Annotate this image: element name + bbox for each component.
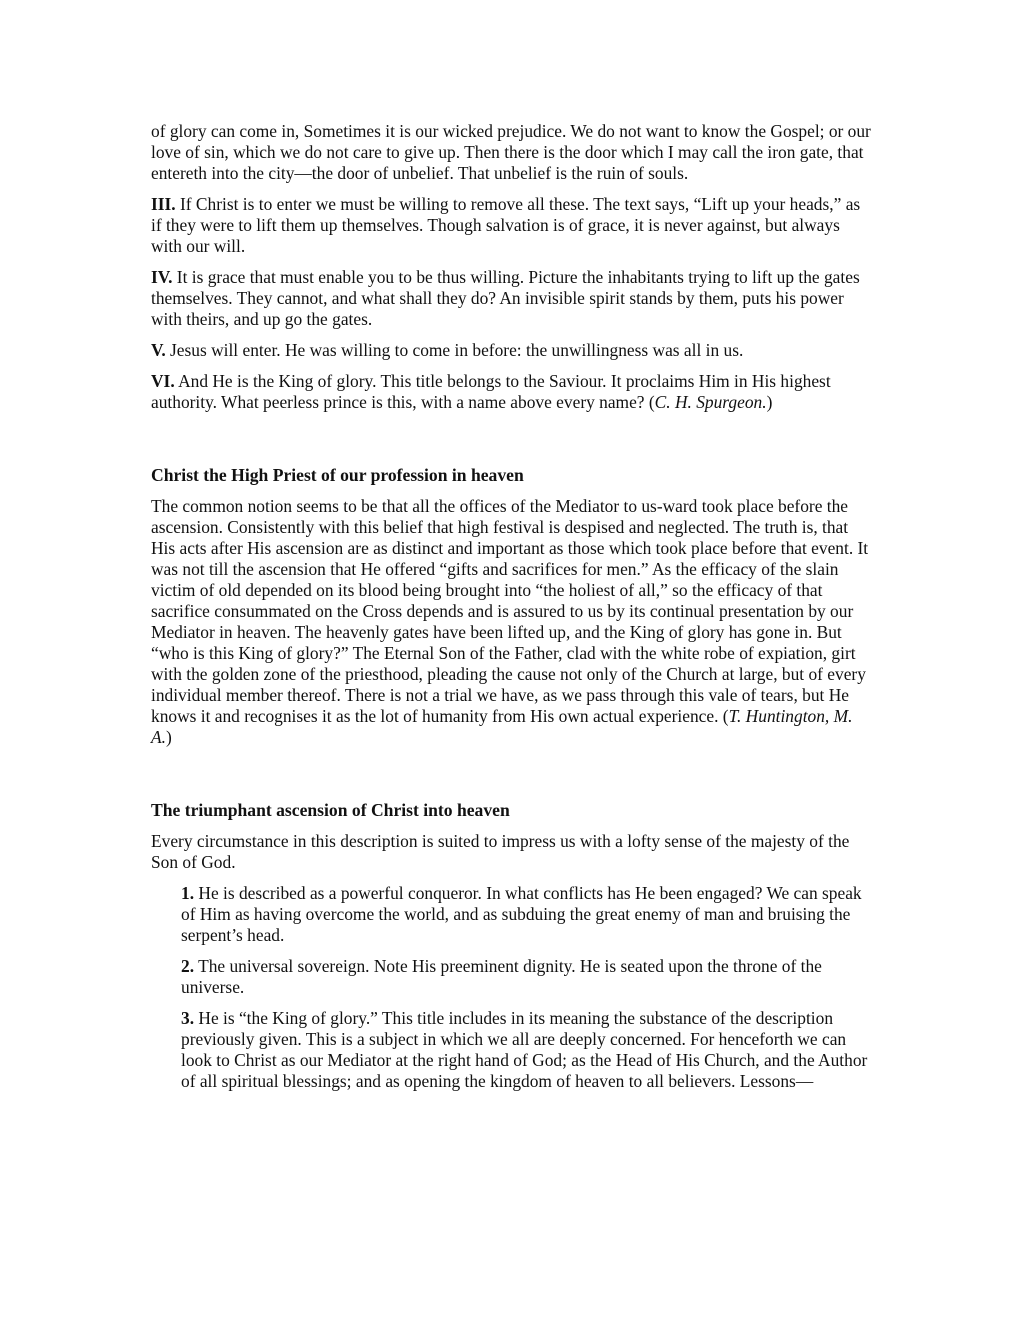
- section-intro-ascension: Every circumstance in this description is suited to impress us with a lofty sense of the majesty of the Son of God.: [151, 831, 850, 872]
- document-page: [151, 121, 875, 1102]
- citation-close: ): [165, 727, 172, 747]
- item-text: He is “the King of glory.” This title includes in its meaning the substance of the description previously given. This is a subject in which we all are deeply concerned. For henceforth we can look to Christ as our Mediator at the right hand of God; as the Head of His Church, and the Author of all spiritual blessings; and as opening the kingdom of heaven to all believers. Lessons—: [181, 1008, 868, 1091]
- citation-close: ): [766, 392, 773, 412]
- point-number: IV.: [151, 267, 173, 287]
- list-item-2: [151, 956, 875, 998]
- section-body-high-priest: [151, 496, 875, 748]
- body-text: The common notion seems to be that all the offices of the Mediator to us-ward took place before the ascension. Consistently with this belief that high festival is despised and neglected. The truth is, that His acts after His ascension are as distinct and important as those which took place before that event. It was not till the ascension that He offered “gifts and sacrifices for men.” As the efficacy of the slain victim of old depended on its blood being brought into “the holiest of all,” so the efficacy of that sacrifice consummated on the Cross depends and is assured to us by its continual presentation by our Mediator in heaven. The heavenly gates have been lifted up, and the King of glory has gone in. But “who is this King of glory?” The Eternal Son of the Father, clad with the white robe of expiation, girt with the golden zone of the priesthood, pleading the cause not only of the Church at large, but of every individual member thereof. There is not a trial we have, as we pass through this vale of tears, but He knows it and recognises it as the lot of humanity from His own actual experience. (: [151, 496, 869, 726]
- item-number: 3.: [181, 1008, 195, 1028]
- point-v: [151, 340, 875, 361]
- point-vi: [151, 371, 875, 413]
- item-text: The universal sovereign. Note His preeminent dignity. He is seated upon the throne of the universe.: [181, 956, 822, 997]
- paragraph-continuation: of glory can come in, Sometimes it is our wicked prejudice. We do not want to know the Gospel; or our love of sin, which we do not care to give up. Then there is the door which I may call the iron gate, that entereth into the city—the door of unbelief. That unbelief is the ruin of souls.: [151, 121, 871, 183]
- section-heading-ascension: The triumphant ascension of Christ into heaven: [151, 800, 510, 820]
- item-number: 1.: [181, 883, 195, 903]
- list-item-1: [151, 883, 875, 946]
- point-number: III.: [151, 194, 176, 214]
- point-number: V.: [151, 340, 166, 360]
- point-text: Jesus will enter. He was willing to come in before: the unwillingness was all in us.: [165, 340, 744, 360]
- point-iii: [151, 194, 875, 257]
- section-heading-high-priest: Christ the High Priest of our profession in heaven: [151, 465, 524, 485]
- item-number: 2.: [181, 956, 195, 976]
- citation: C. H. Spurgeon.: [654, 392, 767, 412]
- item-text: He is described as a powerful conqueror. In what conflicts has He been engaged? We can speak of Him as having overcome the world, and as subduing the great enemy of man and bruising the serpent’s head.: [181, 883, 862, 945]
- point-text: And He is the King of glory. This title belongs to the Saviour. It proclaims Him in His highest authority. What peerless prince is this, with a name above every name? (: [151, 371, 831, 412]
- citation: T. Huntington, M. A.: [151, 706, 853, 747]
- point-number: VI.: [151, 371, 175, 391]
- point-text: If Christ is to enter we must be willing to remove all these. The text says, “Lift up your heads,” as if they were to lift them up themselves. Though salvation is of grace, it is never against, but always with our will.: [151, 194, 861, 256]
- point-iv: [151, 267, 875, 330]
- list-item-3: [151, 1008, 875, 1092]
- point-text: It is grace that must enable you to be thus willing. Picture the inhabitants trying to lift up the gates themselves. They cannot, and what shall they do? An invisible spirit stands by them, puts his power with theirs, and up go the gates.: [151, 267, 860, 329]
